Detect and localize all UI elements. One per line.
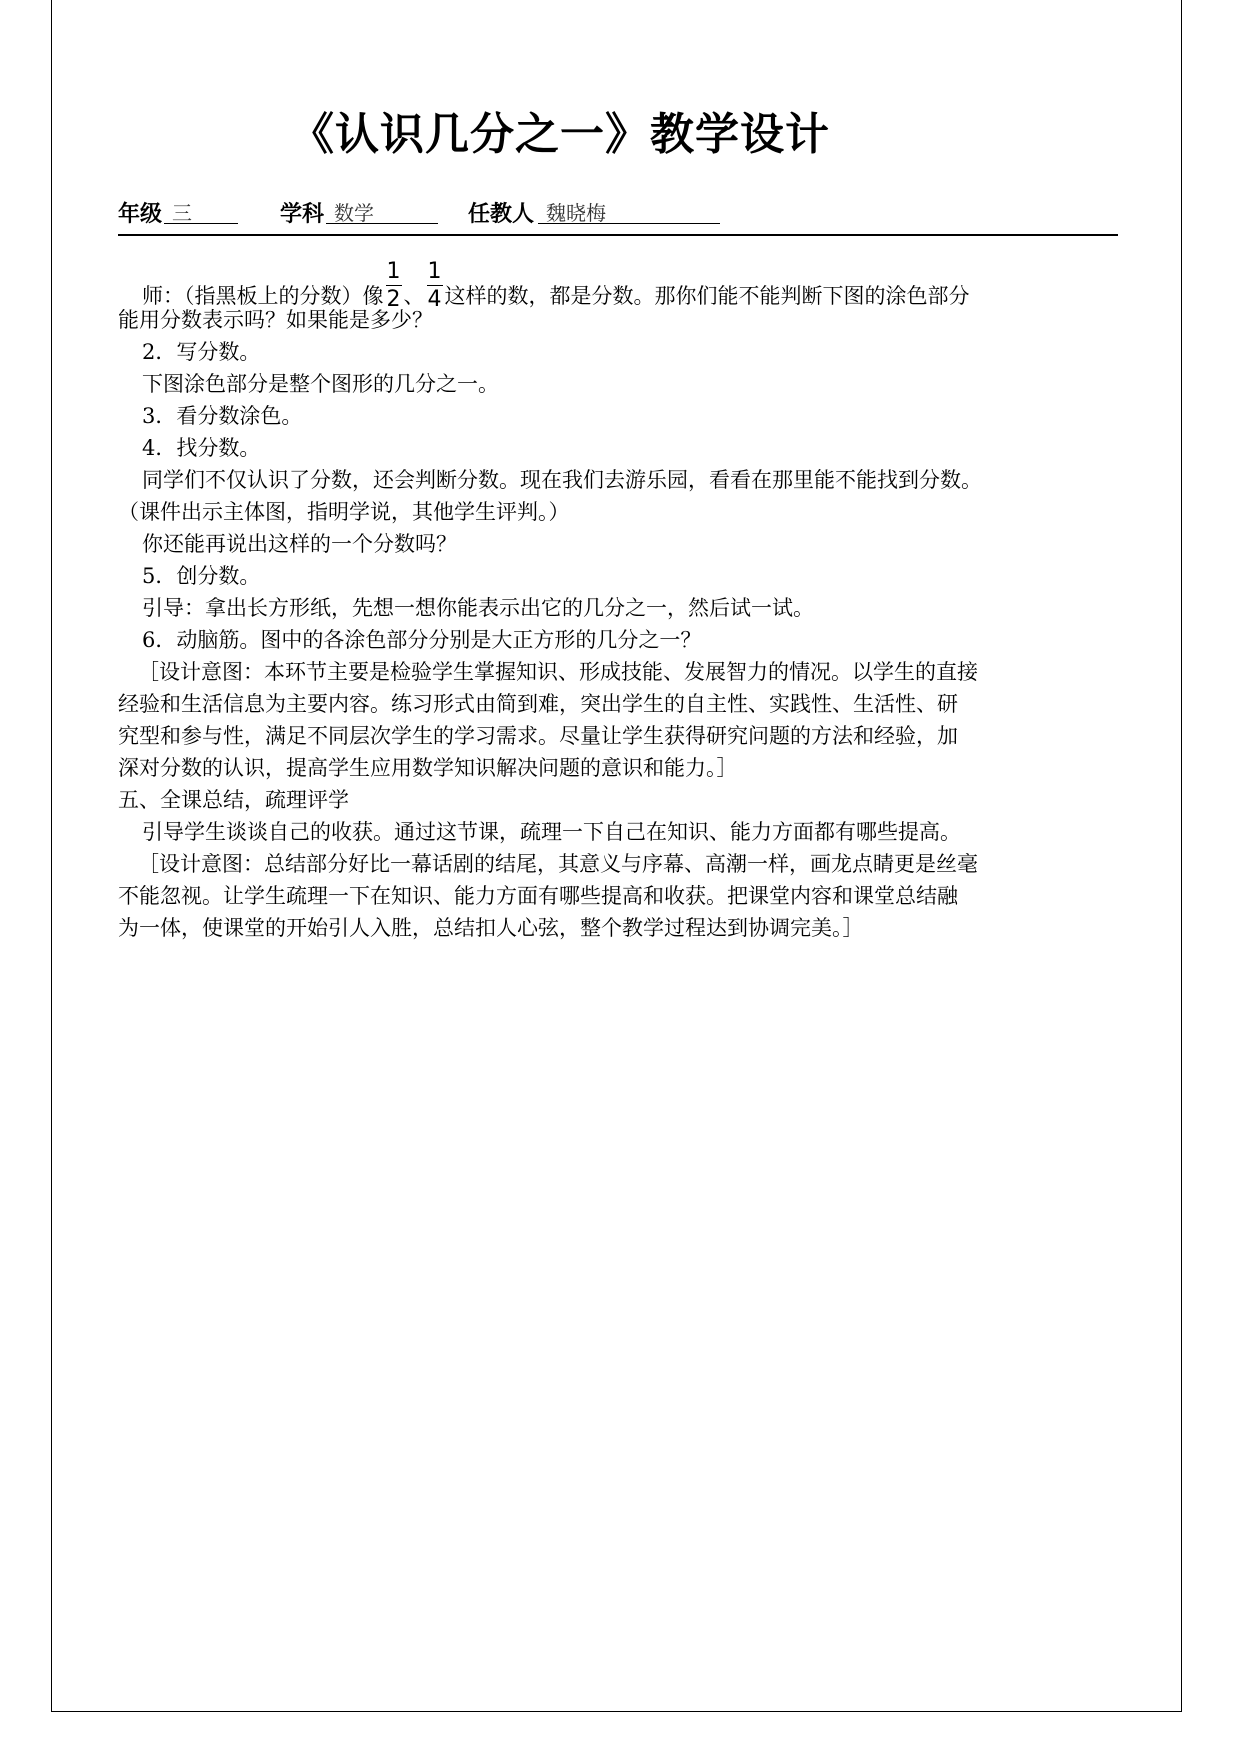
grade-value: 三 [164, 197, 238, 224]
paragraph-line: 引导学生谈谈自己的收获。通过这节课，疏理一下自己在知识、能力方面都有哪些提高。 [142, 820, 961, 844]
paragraph-line: 5．创分数。 [142, 564, 261, 588]
paragraph-text: 师：（指黑板上的分数）像 [142, 284, 384, 309]
paragraph-line: 引导：拿出长方形纸，先想一想你能表示出它的几分之一，然后试一试。 [142, 596, 814, 620]
paragraph-line: 同学们不仅认识了分数，还会判断分数。现在我们去游乐园，看看在那里能不能找到分数。 [142, 468, 982, 492]
paragraph-line: ［设计意图：本环节主要是检验学生掌握知识、形成技能、发展智力的情况。以学生的直接 [138, 660, 978, 684]
paragraph-line: 能用分数表示吗？如果能是多少？ [118, 308, 433, 332]
paragraph-text: 这样的数，都是分数。那你们能不能判断下图的涂色部分 [444, 284, 970, 309]
fraction-one-quarter: $\frac{1}{4}$ [427, 259, 442, 313]
document-title: 《认识几分之一》教学设计 [290, 109, 830, 160]
grade-label: 年级 [118, 202, 163, 227]
paragraph-line: 6．动脑筋。图中的各涂色部分分别是大正方形的几分之一？ [142, 628, 702, 652]
paragraph-line: （课件出示主体图，指明学说，其他学生评判。） [118, 500, 570, 524]
paragraph-line: 深对分数的认识，提高学生应用数学知识解决问题的意识和能力。］ [118, 756, 738, 780]
paragraph-line: ［设计意图：总结部分好比一幕话剧的结尾，其意义与序幕、高潮一样，画龙点睛更是丝毫 [138, 852, 978, 876]
teacher-value: 魏晓梅 [538, 197, 720, 224]
paragraph-line: 为一体，使课堂的开始引人入胜，总结扣人心弦，整个教学过程达到协调完美。］ [118, 916, 864, 940]
section-heading: 五、全课总结，疏理评学 [118, 788, 349, 812]
paragraph-line: 下图涂色部分是整个图形的几分之一。 [142, 372, 499, 396]
header-meta-row [118, 193, 1118, 227]
paragraph-line: 2．写分数。 [142, 340, 261, 364]
fraction-one-half: $\frac{1}{2}$ [386, 259, 401, 313]
paragraph-line: 3．看分数涂色。 [142, 404, 303, 428]
paragraph-line: 4．找分数。 [142, 436, 261, 460]
header-rule [118, 234, 1118, 236]
teacher-label: 任教人 [468, 202, 535, 227]
paragraph-line: 究型和参与性，满足不同层次学生的学习需求。尽量让学生获得研究问题的方法和经验，加 [118, 724, 958, 748]
subject-value: 数学 [326, 197, 438, 224]
paragraph-line: 你还能再说出这样的一个分数吗？ [142, 532, 457, 556]
paragraph-line: 不能忽视。让学生疏理一下在知识、能力方面有哪些提高和收获。把课堂内容和课堂总结融 [118, 884, 958, 908]
paragraph-line: 经验和生活信息为主要内容。练习形式由简到难，突出学生的自主性、实践性、生活性、研 [118, 692, 958, 716]
subject-label: 学科 [280, 202, 325, 227]
separator: 、 [403, 284, 425, 309]
